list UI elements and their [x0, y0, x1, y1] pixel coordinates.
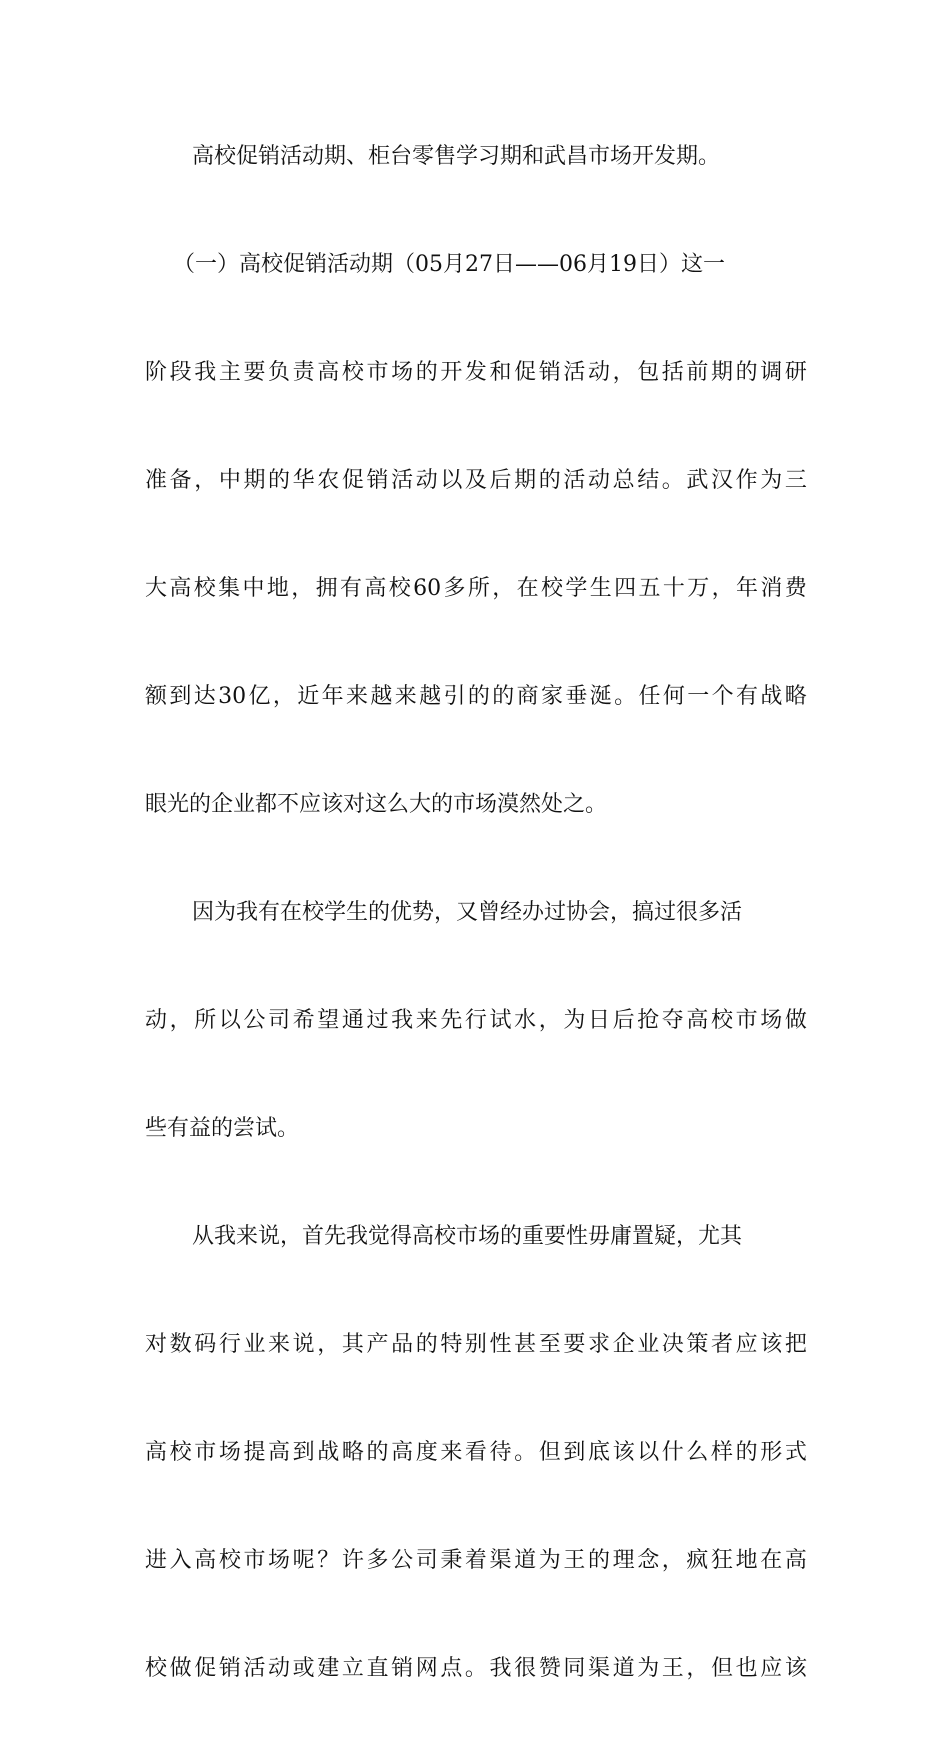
paragraph-line-5: 大 高 校 集 中 地 ， 拥 有 高 校 60 多 所 ， 在 校 学 生 四 五 十 万 ， 年 消 费	[145, 576, 807, 601]
paragraph-line-6: 额 到 达 30 亿 ， 近 年 来 越 来 越 引 的 的 商 家 垂 涎 。 任 何 一 个 有 战 略	[145, 684, 807, 709]
paragraph-line-13: 高 校 市 场 提 高 到 战 略 的 高 度 来 看 待 。 但 到 底 该 以 什 么 样 的 形 式	[145, 1440, 807, 1465]
paragraph-line-8: 因为我有在校学生的优势，又曾经办过协会，搞过很多活	[192, 900, 743, 925]
paragraph-line-14: 进 入 高 校 市 场 呢 ？ 许 多 公 司 秉 着 渠 道 为 王 的 理 念 ， 疯 狂 地 在 高	[145, 1548, 807, 1573]
paragraph-line-10: 些有益的尝试。	[145, 1116, 300, 1141]
paragraph-line-9: 动 ， 所 以 公 司 希 望 通 过 我 来 先 行 试 水 ， 为 日 后 抢 夺 高 校 市 场 做	[145, 1008, 807, 1033]
paragraph-line-3: 阶 段 我 主 要 负 责 高 校 市 场 的 开 发 和 促 销 活 动 ， 包 括 前 期 的 调 研	[145, 360, 807, 385]
paragraph-line-15: 校 做 促 销 活 动 或 建 立 直 销 网 点 。 我 很 赞 同 渠 道 为 王 ， 但 也 应 该	[145, 1656, 807, 1681]
paragraph-line-11: 从我来说，首先我觉得高校市场的重要性毋庸置疑，尤其	[192, 1224, 743, 1249]
section-heading-line: （一）高校促销活动期（05月27日——06月19日）这一	[173, 252, 725, 277]
paragraph-line-4: 准 备 ， 中 期 的 华 农 促 销 活 动 以 及 后 期 的 活 动 总 结 。 武 汉 作 为 三	[145, 468, 807, 493]
body-text	[145, 131, 807, 1751]
paragraph-line-12: 对 数 码 行 业 来 说 ， 其 产 品 的 特 别 性 甚 至 要 求 企 业 决 策 者 应 该 把	[145, 1332, 807, 1357]
paragraph-line-7: 眼光的企业都不应该对这么大的市场漠然处之。	[145, 792, 608, 817]
paragraph-line-1: 高校促销活动期、柜台零售学习期和武昌市场开发期。	[192, 144, 721, 169]
